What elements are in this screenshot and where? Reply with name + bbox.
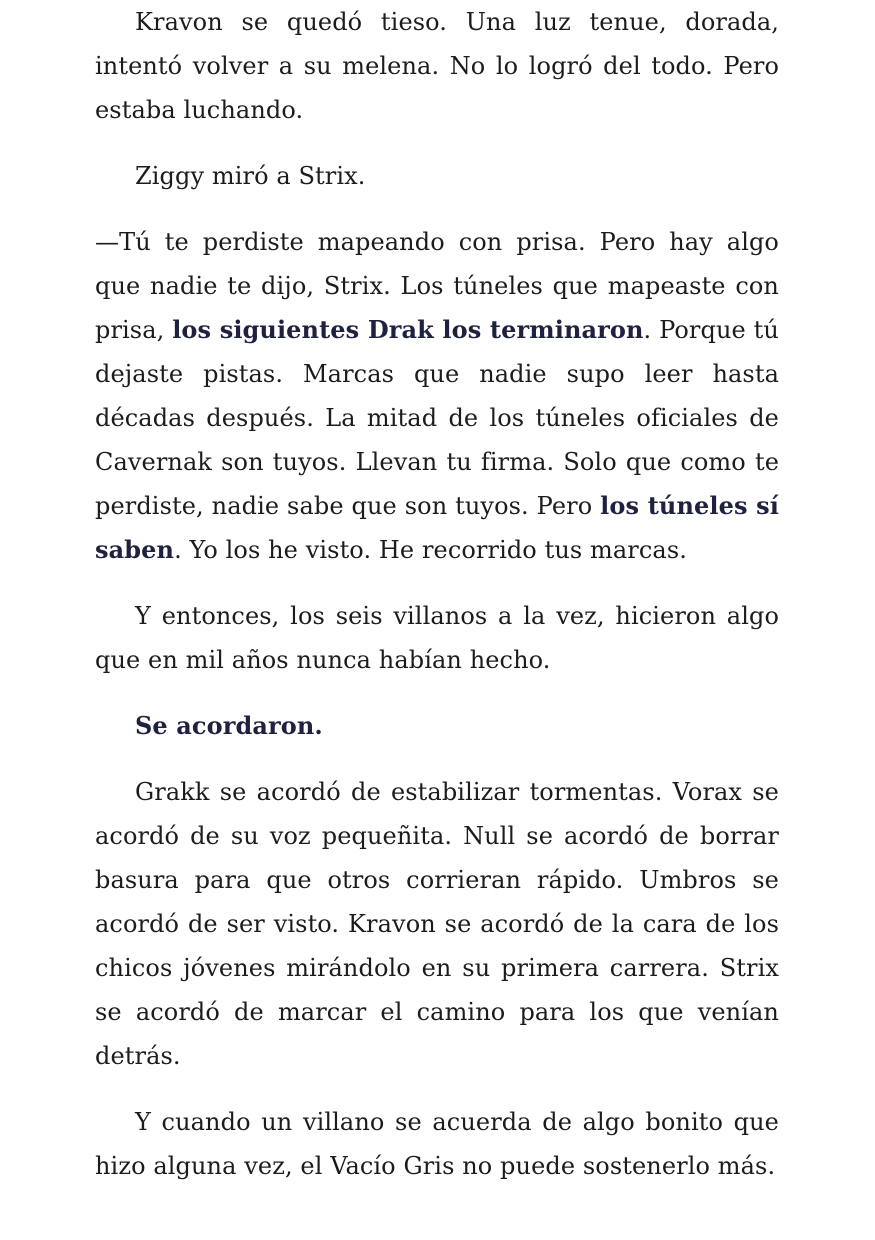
paragraph-text: Kravon se quedó tieso. Una luz tenue, dorada, intentó volver a su melena. No lo logró del todo. Pero estaba luchando. xyxy=(95,8,779,124)
paragraph-text: Y cuando un villano se acuerda de algo bonito que hizo alguna vez, el Vacío Gris no puede sostenerlo más. xyxy=(95,1108,779,1180)
emphasis-text: Se acordaron. xyxy=(135,711,323,740)
emphasis-text: los siguientes Drak los terminaron xyxy=(172,315,644,344)
paragraph-text: Y entonces, los seis villanos a la vez, hicieron algo que en mil años nunca habían hecho. xyxy=(95,602,779,674)
paragraph-3-dialogue xyxy=(95,220,779,572)
paragraph-5-emphasis xyxy=(95,704,779,748)
paragraph-7 xyxy=(95,1100,779,1188)
paragraph-text: . Porque tú dejaste pistas. Marcas que nadie supo leer hasta décadas después. La mitad de los túneles oficiales de Cavernak son tuyos. Llevan tu firma. Solo que como te perdiste, nadie sabe que son tuyos. Pero xyxy=(95,316,779,520)
emphasis-text: los túneles sí saben xyxy=(95,491,779,564)
paragraph-text: Grakk se acordó de estabilizar tormentas. Vorax se acordó de su voz pequeñita. Null se acordó de borrar basura para que otros corrieran rápido. Umbros se acordó de ser visto. Kravon se acordó de la cara de los chicos jóvenes mirándolo en su primera carrera. Strix se acordó de marcar el camino para los que venían detrás. xyxy=(95,778,779,1070)
paragraph-text: Ziggy miró a Strix. xyxy=(135,162,366,190)
paragraph-6 xyxy=(95,770,779,1078)
paragraph-1 xyxy=(95,0,779,132)
paragraph-text: . Yo los he visto. He recorrido tus marcas. xyxy=(174,536,687,564)
paragraph-2 xyxy=(95,154,779,198)
paragraph-text: —Tú te perdiste mapeando con prisa. Pero hay algo que nadie te dijo, Strix. Los túneles que mapeaste con prisa, xyxy=(95,228,779,344)
book-page xyxy=(95,0,779,1188)
paragraph-4 xyxy=(95,594,779,682)
